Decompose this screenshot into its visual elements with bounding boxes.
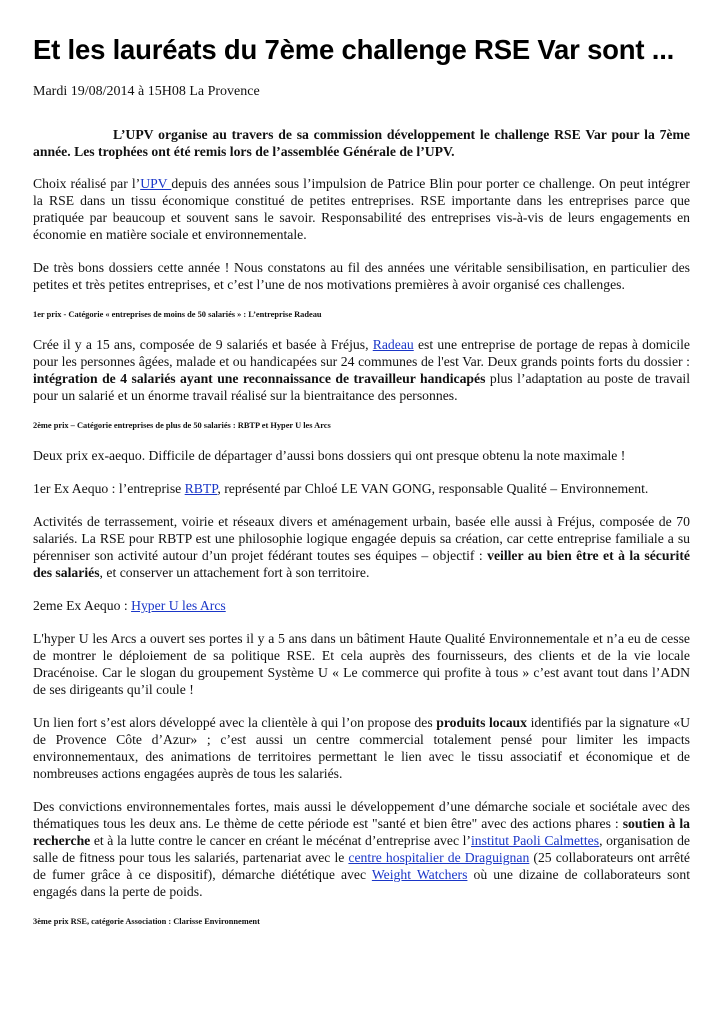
- paragraph-hyper-u-intro: 2eme Ex Aequo : Hyper U les Arcs: [33, 598, 226, 613]
- link-radeau[interactable]: Radeau: [372, 337, 414, 352]
- paragraph-ex-aequo: Deux prix ex-aequo. Difficile de départager d’aussi bons dossiers qui ont presque obtenu la note maximale !: [33, 448, 626, 463]
- paragraph-hyper-u-history: L'hyper U les Arcs a ouvert ses portes il y a 5 ans dans un bâtiment Haute Qualité Environnementale et n’a eu de cesse de montrer le déploiement de sa politique RSE. Et cela auprès des fournisseurs, des clients et de la vie locale Dracénoise. Car le slogan du groupement Système U « Le commerce qui profite à tous » c’est avant tout dans l’ADN de ses dirigeants qu’il coule !: [33, 631, 690, 697]
- prize2-heading: 2ème prix – Catégorie entreprises de plus de 50 salariés : RBTP et Hyper U les Arcs: [33, 421, 331, 430]
- paragraph-rbtp-activites: Activités de terrassement, voirie et réseaux divers et aménagement urbain, basée elle aussi à Fréjus, composée de 70 salariés. La RSE pour RBTP est une philosophie logique engagée depuis sa création, car cette entreprise familiale a su pérenniser son activité autour d’un projet fédérant toutes ses équipes – objectif : veiller au bien être et à la sécurité des salariés, et conserver un attachement fort à son territoire.: [33, 514, 690, 580]
- paragraph-choix: Choix réalisé par l’UPV depuis des années sous l’impulsion de Patrice Blin pour porter ce challenge. On peut intégrer la RSE dans un tissu économique constitué de petites entreprises. RSE importante dans les entreprises parce que pratiquée par beaucoup et souvent sans le savoir. Responsabilité des entreprises vis-à-vis de leurs engagements en économie en matière sociale et environnementale.: [33, 176, 690, 242]
- article-title: Et les lauréats du 7ème challenge RSE Var sont ...: [33, 34, 675, 65]
- paragraph-dossiers: De très bons dossiers cette année ! Nous constatons au fil des années une véritable sensibilisation, en particulier des petites et très petites entreprises, et c’est l’une de nos motivations premières à avoir organisé ces challenges.: [33, 260, 690, 292]
- link-rbtp[interactable]: RBTP: [184, 481, 218, 496]
- paragraph-hyper-u-convictions: Des convictions environnementales fortes, mais aussi le développement d’une démarche sociale et sociétale avec des thématiques tous les deux ans. Le thème de cette période est "santé et bien être" avec des actions phares : soutien à la recherche et à la lutte contre le cancer en créant le mécénat d’entreprise avec l’institut Paoli Calmettes, organisation de salle de fitness pour tous les salariés, partenariat avec le centre hospitalier de Draguignan (25 collaborateurs ont arrêté de fumer grâce à ce dispositif), démarche diététique avec Weight Watchers où une dizaine de collaborateurs sont engagés dans la perte de poids.: [33, 799, 690, 899]
- paragraph-hyper-u-local: Un lien fort s’est alors développé avec la clientèle à qui l’on propose des produits locaux identifiés par la signature «U de Provence Côte d’Azur» ; c’est aussi un centre commercial totalement pensé pour limiter les impacts environnementaux, des animations de territoires permettant le lien avec le tissu associatif et économique et de nombreuses actions engagées auprès de tous les salariés.: [33, 715, 690, 781]
- paragraph-radeau: Crée il y a 15 ans, composée de 9 salariés et basée à Fréjus, Radeau est une entreprise de portage de repas à domicile pour les personnes âgées, malade et ou handicapées sur 24 communes de l'est Var. Deux grands points forts du dossier : intégration de 4 salariés ayant une reconnaissance de travailleur handicapés plus l’adaptation au poste de travail pour un salarié et un énorme travail réalisé sur la bientraitance des personnes.: [33, 337, 691, 403]
- prize1-heading: 1er prix - Catégorie « entreprises de moins de 50 salariés » : L’entreprise Radeau: [33, 310, 322, 319]
- paragraph-rbtp-intro: 1er Ex Aequo : l’entreprise RBTP, représenté par Chloé LE VAN GONG, responsable Qualité – Environnement.: [33, 481, 649, 496]
- link-centre-hospitalier[interactable]: centre hospitalier de Draguignan: [348, 850, 530, 865]
- link-upv[interactable]: UPV: [140, 176, 172, 191]
- link-hyper-u[interactable]: Hyper U les Arcs: [131, 598, 226, 613]
- dateline: Mardi 19/08/2014 à 15H08 La Provence: [33, 84, 260, 99]
- link-institut-paoli-calmettes[interactable]: institut Paoli Calmettes: [470, 833, 600, 848]
- prize3-heading: 3ème prix RSE, catégorie Association : Clarisse Environnement: [33, 917, 260, 926]
- link-weight-watchers[interactable]: Weight Watchers: [371, 867, 468, 882]
- article: [33, 34, 690, 927]
- lead-paragraph: L’UPV organise au travers de sa commission développement le challenge RSE Var pour la 7ème année. Les trophées ont été remis lors de l’assemblée Générale de l’UPV.: [33, 127, 690, 159]
